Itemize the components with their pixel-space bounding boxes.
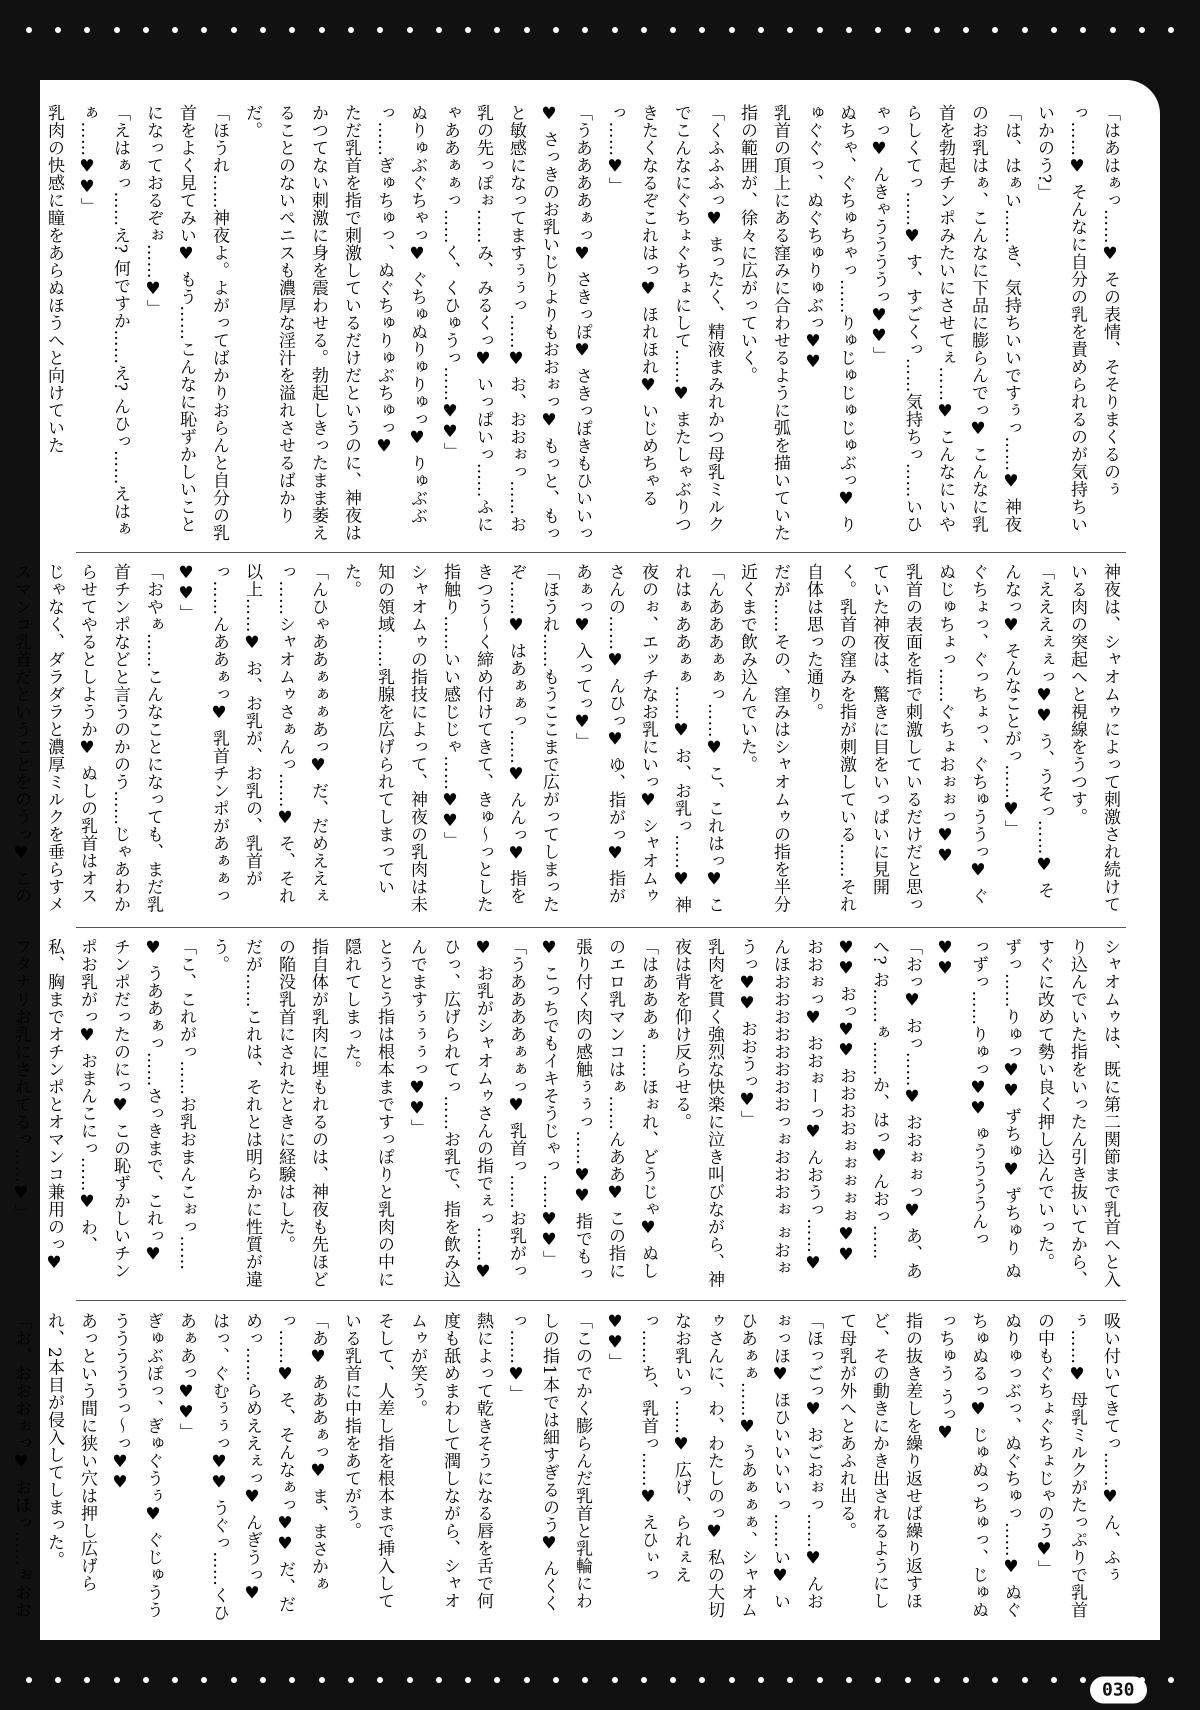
border-dot xyxy=(436,1677,442,1683)
text-paragraph: あっという間に狭い穴は押し広げられ、2本目が侵入してしまった。 xyxy=(44,1312,97,1592)
border-dot xyxy=(1022,27,1028,33)
border-dot xyxy=(787,27,793,33)
border-dot xyxy=(992,27,998,33)
border-dot xyxy=(934,1677,940,1683)
border-dot xyxy=(553,1677,559,1683)
text-paragraph: とうとう指は根本まですっぽりと乳肉の中に隠れてしまった。 xyxy=(341,938,394,1288)
border-dot xyxy=(377,1677,383,1683)
band-divider xyxy=(76,552,1126,553)
text-paragraph: 熱によって乾きそうになる唇を舌で何度も舐めまわして潤しながら、シャオムゥが笑う。 xyxy=(407,1312,493,1610)
border-dot xyxy=(875,1677,881,1683)
text-paragraph: ただ乳首を指で刺激しているだけだというのに、神夜はかつてない刺激に身を震わせる。勃起しきったまま萎えることのないペニスも濃厚な淫汁を溢れさせるばかりだ。 xyxy=(242,104,361,542)
text-paragraph: 「くふふふっ♥ まったく、精液まみれかつ母乳ミルクでこんなにぐちょぐちょにして……♥ またしゃぶりつきたくなるぞこれはっ♥ ほれほれ♥ いじめちゃるっ……♥」 xyxy=(605,104,724,533)
border-dot xyxy=(231,27,237,33)
text-paragraph: 吸い付いてきてっ……♥ ん、ふぅぅ……♥ 母乳ミルクがたっぷりで乳首の中もぐちょぐちょじゃのう♥」 xyxy=(1034,1312,1120,1619)
border-dot xyxy=(524,1677,530,1683)
border-dot xyxy=(494,27,500,33)
border-dot xyxy=(1168,1677,1174,1683)
text-paragraph: 「はあああぁ……ほぉれ、どうじゃ♥ ぬしのエロ乳マンコはぁ……んああ♥ この指に張り付く肉の感触ぅぅっ……♥♥ 指でもっ♥ こっちでもイキそうじゃっ……♥♥」 xyxy=(539,938,658,1283)
text-paragraph: 「うああああぁっ♥ さきっぽ♥ さきっぽきもひいいっ♥ さっきのお乳いじりよりもおおぉっ♥ もっと、もっと敏感になってますぅぅっ……♥ お、おおぉっ……お乳の先っぽぉ……み、みるくっ♥ いっぱいっ……ふにゃああぁぁっ……く、くひゅうっ……♥♥」 xyxy=(440,104,592,542)
border-dot xyxy=(55,27,61,33)
text-paragraph: ぐちょっ、ぐっちょっ、ぐちゅううっ♥ ぐぬじゅちょっ……ぐちょおぉぉっ♥♥ xyxy=(935,563,988,905)
border-dot xyxy=(1080,27,1086,33)
border-dot xyxy=(787,1677,793,1683)
border-dot xyxy=(758,27,764,33)
border-dot xyxy=(319,1677,325,1683)
border-dot xyxy=(612,1677,618,1683)
vertical-text-columns xyxy=(11,1312,1126,1624)
border-dot xyxy=(465,27,471,33)
text-paragraph: 「は、はぁい……き、気持ちいいですぅっ……♥ 神夜のお乳はぁ、こんなに下品に膨らんでっ♥ こんなに乳首を勃起チンポみたいにさせてぇ……♥ こんなにいやらしくてっ……♥ す、すごくっ……気持ちっ……いひゃっ♥ んきゃううううっ♥♥」 xyxy=(869,104,1021,533)
border-dot xyxy=(143,1677,149,1683)
text-paragraph: 「おっ♥ おっ……♥ おおぉぉっ♥ あ、あへ? お……ぁ……か、はっ♥ んおっ……♥♥ おっ♥♥ おおおおぉぉぉぉぉ♥♥ おおぉっ♥ おおぉーっ♥ んおうっ……♥ んほおおおおおおおおっぉおおおぉ ぉおぉうっ♥♥ おおうっ♥」 xyxy=(737,938,922,1280)
border-dot xyxy=(1080,1677,1086,1683)
text-paragraph: 「んひゃああぁぁぁあっ♥ だ、だめええぇっ……シャオムゥさぁんっ……♥ そ、それ以上……♥ お、お乳が、お乳の、乳首がっ……んああぁっ♥ 乳首チンポがあぁぁっ♥♥」 xyxy=(176,563,328,905)
border-dot xyxy=(201,27,207,33)
border-dot xyxy=(729,1677,735,1683)
border-dot xyxy=(699,27,705,33)
text-paragraph: 「お、おおおぉっ♥ おほっ……ぉおお xyxy=(11,1312,31,1619)
border-dot xyxy=(407,1677,413,1683)
vertical-text-columns xyxy=(44,104,1126,542)
border-dot xyxy=(875,27,881,33)
border-dot xyxy=(55,1677,61,1683)
text-paragraph: 「このでかく膨らんだ乳首と乳輪にわしの指1本では細すぎるのう♥ んくくっ……♥」 xyxy=(506,1312,592,1613)
border-dot xyxy=(201,1677,207,1683)
border-dot xyxy=(846,1677,852,1683)
text-paragraph: 「はあはぁっ……♥ その表情、そそりまくるのぅっ……♥ そんなに自分の乳を責められるのが気持ちいいかのう?」 xyxy=(1034,104,1120,533)
text-paragraph: 乳肉の快感に瞳をあらぬほうへと向けていた xyxy=(44,104,64,454)
text-paragraph: 「ほうれ……神夜よ。よがってばかりおらんと自分の乳首をよく見てみい♥ もう……こんなに恥ずかしいことになっておるぞぉ……♥」 xyxy=(143,104,229,542)
text-paragraph: ずっ……りゅっ♥♥ ずちゅ♥ ずちゅり ぬっずっ……りゅっ♥♥ ゅううううんっ♥♥ xyxy=(935,938,1021,1280)
text-band-3 xyxy=(11,938,1126,1288)
border-dot xyxy=(963,27,969,33)
border-dot xyxy=(1110,27,1116,33)
border-dot xyxy=(26,27,32,33)
border-dot xyxy=(963,1677,969,1683)
border-dot xyxy=(905,1677,911,1683)
text-paragraph: だが……その、窪みはシャオムゥの指を半分近くまで飲み込んでいた。 xyxy=(737,563,790,913)
border-dot xyxy=(231,1677,237,1683)
vertical-text-columns xyxy=(11,938,1126,1288)
border-dot xyxy=(817,27,823,33)
text-paragraph: シャオムゥの指技によって、神夜の乳肉は未知の領域……乳腺を広げられてしまっていた。 xyxy=(341,563,427,913)
border-dot xyxy=(465,1677,471,1683)
text-paragraph: 「えはぁっ……え? 何ですか……え? んひっ……えはぁぁ……♥♥」 xyxy=(77,104,130,538)
text-paragraph: 「おやぁ……こんなことになっても、まだ乳首チンポなどと言うのかのう……じゃあわからせてやるとしようか♥ ぬしの乳首はオスじゃなく、ダラダラと濃厚ミルクを垂らすメスマンコ乳首だということをのうっ♥ この xyxy=(11,563,163,913)
text-paragraph: だが……これは、それとは明らかに性質が違う。 xyxy=(209,938,262,1288)
border-dot xyxy=(436,27,442,33)
border-dot xyxy=(905,27,911,33)
border-dot xyxy=(172,1677,178,1683)
border-dot xyxy=(729,27,735,33)
border-dot xyxy=(1051,1677,1057,1683)
border-dot xyxy=(1168,27,1174,33)
band-divider xyxy=(76,927,1126,928)
text-paragraph: 指の抜き差しを繰り返せば繰り返すほど、その動きにかき出されるようにして母乳が外へとあふれ出る。 xyxy=(836,1312,922,1610)
text-band-1 xyxy=(44,104,1126,542)
top-dot-border xyxy=(0,0,1200,60)
border-dot xyxy=(524,27,530,33)
border-dot xyxy=(143,27,149,33)
border-dot xyxy=(670,27,676,33)
border-dot xyxy=(582,27,588,33)
text-paragraph: 指自体が乳肉に埋もれるのは、神夜も先ほどの陥没乳首にされたときに経験はした。 xyxy=(275,938,328,1288)
border-dot xyxy=(641,1677,647,1683)
border-dot xyxy=(348,27,354,33)
border-dot xyxy=(641,27,647,33)
text-band-2 xyxy=(11,563,1126,916)
border-dot xyxy=(172,27,178,33)
text-paragraph: 「ほうれ……もうここまで広がってしまったぞ……♥ はあぁぁっ……♥ んんっ♥ 指をきつう～く締め付けてきて、きゅ～っとした指触り……いい感じじゃ……♥♥」 xyxy=(440,563,559,913)
text-paragraph: 「んあああぁぁっ……♥ こ、これはっ♥ これはぁああぁぁ……♥ お、お乳っ……♥ 神夜のぉ、エッチなお乳にいっ♥ シャオムゥさんの……♥ んひっ♥ ゆ、指がっ♥ 指があぁっ♥ 入ってっ♥」 xyxy=(572,563,724,914)
border-dot xyxy=(260,1677,266,1683)
border-dot xyxy=(1022,1677,1028,1683)
border-dot xyxy=(582,1677,588,1683)
border-dot xyxy=(377,27,383,33)
text-paragraph: 乳肉を貫く強烈な快楽に泣き叫びながら、神夜は背を仰け反らせる。 xyxy=(671,938,724,1288)
border-dot xyxy=(758,1677,764,1683)
text-paragraph: ぬりゅっぶっ、ぬぐちゅっ……♥ ぬぐちゅぬるっ♥ じゅぬっちゅっ、じゅぬっちゅう うっ♥ xyxy=(935,1312,1021,1619)
text-paragraph: 「ほっごっ♥ おごおぉっ……♥ んおぉっほ♥ ほひいいいいっ……い♥ いひあぁぁ……♥ うあぁぁぁ、シャオムゥさんに、わ、わたしのっ♥ 私の大切なお乳いっ……♥ 広げ、られぇえっ……ち、乳首っ……♥ えひぃっ♥♥」 xyxy=(605,1312,823,1619)
border-dot xyxy=(846,27,852,33)
vertical-text-columns xyxy=(11,563,1126,916)
text-paragraph: そして、人差し指を根本まで挿入している乳首に中指をあてがう。 xyxy=(341,1312,394,1610)
text-paragraph: 乳首の表面を指で刺激しているだけだと思っていた神夜は、驚きに目をいっぱいに見開く。乳首の窪みを指が刺激している……それ自体は思った通り。 xyxy=(803,563,922,913)
border-dot xyxy=(319,27,325,33)
text-paragraph: 「えええぇぇっ♥♥ う、うそっ……♥ そんなっ♥ そんなことがっ……♥」 xyxy=(1001,563,1054,899)
text-paragraph: 「こ、これがっ……お乳おまんこぉっ……♥ うああぁっ……さっきまで、これっ♥ チンポだったのにっ♥ この恥ずかしいチンポお乳がっ♥ おまんこにっ……♥ わ、私、胸までオチンポとオマンコ兼用のっ♥ フタナリお乳にされてるっ……♥」 xyxy=(11,938,196,1280)
border-dot xyxy=(84,27,90,33)
text-paragraph: 神夜は、シャオムゥによって刺激され続けている肉の突起へと視線をうつす。 xyxy=(1067,563,1120,913)
border-dot xyxy=(26,1677,32,1683)
border-dot xyxy=(992,1677,998,1683)
border-dot xyxy=(84,1677,90,1683)
text-paragraph: ぬちゃ、ぐちゅちゃっ……りゅじゅじゅじゅぶっ♥ りゅぐぐっ、ぬぐちゅりゅぶっ♥♥ xyxy=(803,104,856,533)
text-page xyxy=(11,80,1160,1640)
border-dot xyxy=(934,27,940,33)
border-dot xyxy=(407,27,413,33)
border-dot xyxy=(289,27,295,33)
band-divider xyxy=(76,1300,1126,1301)
text-paragraph: 乳首の頂上にある窪みに合わせるように弧を描いていた指の範囲が、徐々に広がっていく。 xyxy=(737,104,790,542)
border-dot xyxy=(670,1677,676,1683)
text-paragraph: ぬりゅぶぐちゃっ♥ ぐちゅぬりゅりゅっ♥ りゅぶぶっ……ぎゅちゅっ、ぬぐちゅりゅぶちゅっ♥ xyxy=(374,104,427,525)
text-paragraph: 「うああああぁぁっ♥ 乳首っ……お乳がっ♥ お乳がシャオムゥさんの指でぇっ……♥ ひっ、広げられてっ……お乳で、指を飲み込んでますぅぅぅっ♥♥」 xyxy=(407,938,526,1288)
page-number: 030 xyxy=(1090,1677,1147,1704)
border-dot xyxy=(553,27,559,33)
border-dot xyxy=(260,27,266,33)
text-paragraph xyxy=(0,938,4,1288)
border-dot xyxy=(289,1677,295,1683)
border-dot xyxy=(612,27,618,33)
border-dot xyxy=(1051,27,1057,33)
text-paragraph: ぎゅぶぽっ、ぎゅぐうぅ♥ ぐじゅうううううううっ～っ♥♥ xyxy=(110,1312,163,1619)
bottom-dot-border xyxy=(0,1650,1200,1710)
text-paragraph: シャオムゥは、既に第二関節まで乳首へと入り込んでいた指をいったん引き抜いてから、すぐに改めて勢い良く押し込んでいった。 xyxy=(1034,938,1120,1288)
border-dot xyxy=(348,1677,354,1683)
border-dot xyxy=(817,1677,823,1683)
border-dot xyxy=(699,1677,705,1683)
text-paragraph: 「あ♥ あああぁっ♥ ま、まさかぁっ……♥ そ、そんなぁっ♥♥ だ、だめっ……らめええぇっ♥ んぎうっ♥ はっ、ぐむぅぅっ♥♥ うぐっ……くひあぁあっ♥♥」 xyxy=(176,1312,328,1622)
text-band-4 xyxy=(11,1312,1126,1624)
border-dot xyxy=(114,1677,120,1683)
border-dot xyxy=(1139,27,1145,33)
border-dot xyxy=(114,27,120,33)
border-dot xyxy=(494,1677,500,1683)
